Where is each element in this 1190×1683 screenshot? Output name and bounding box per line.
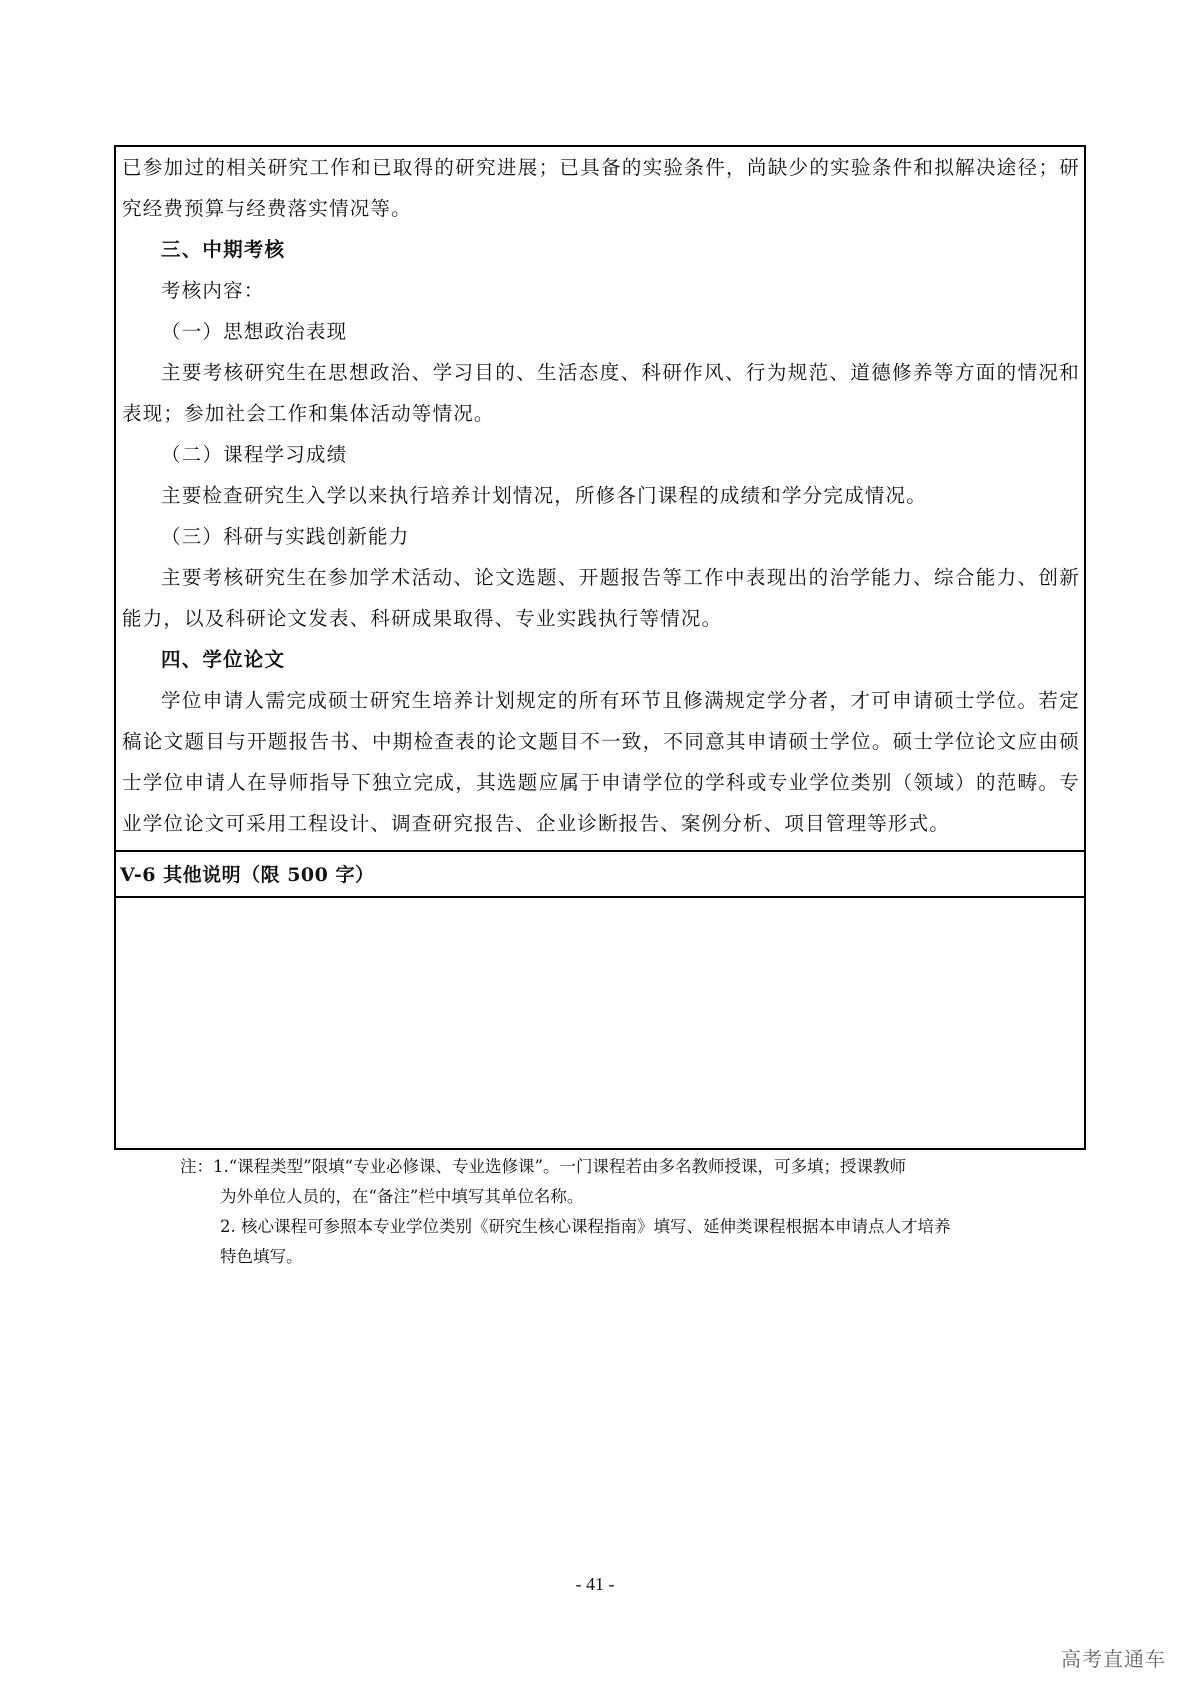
note-1-line-1: 注：1.“课程类型”限填“专业必修课、专业选修课”。一门课程若由多名教师授课，可多填；授课教师 — [180, 1157, 906, 1176]
section-heading: 四、学位论文 — [161, 648, 286, 671]
section-heading: 三、中期考核 — [161, 238, 286, 261]
paragraph: 主要考核研究生在参加学术活动、论文选题、开题报告等工作中表现出的治学能力、综合能力、创新能力，以及科研论文发表、科研成果取得、专业实践执行等情况。 — [122, 566, 1080, 630]
section-title-other-notes: V-6 其他说明（限 500 字） — [116, 850, 1084, 896]
note-2-line-2: 特色填写。 — [220, 1247, 303, 1266]
paragraph: 学位申请人需完成硕士研究生培养计划规定的所有环节且修满规定学分者，才可申请硕士学位。若定稿论文题目与开题报告书、中期检查表的论文题目不一致，不同意其申请硕士学位。硕士学位论文应由硕士学位申请人在导师指导下独立完成，其选题应属于申请学位的学科或专业学位类别（领域）的范畴。专业学位论文可采用工程设计、调查研究报告、企业诊断报告、案例分析、项目管理等形式。 — [122, 689, 1080, 835]
footnotes — [180, 1152, 1040, 1272]
paragraph: （二）课程学习成绩 — [161, 443, 348, 466]
paragraph: （三）科研与实践创新能力 — [161, 525, 410, 548]
watermark-text: 高考直通车 — [1061, 1647, 1166, 1671]
table-cell-training-content — [116, 147, 1084, 850]
paragraph: 已参加过的相关研究工作和已取得的研究进展；已具备的实验条件，尚缺少的实验条件和拟解决途径；研究经费预算与经费落实情况等。 — [122, 156, 1080, 220]
page-number: - 41 - — [575, 1574, 615, 1594]
paragraph: 主要检查研究生入学以来执行培养计划情况，所修各门课程的成绩和学分完成情况。 — [161, 484, 927, 507]
other-notes-content-area — [116, 896, 1084, 1148]
paragraph: 主要考核研究生在思想政治、学习目的、生活态度、科研作风、行为规范、道德修养等方面的情况和表现；参加社会工作和集体活动等情况。 — [122, 361, 1080, 425]
form-table — [114, 145, 1086, 1150]
paragraph: （一）思想政治表现 — [161, 320, 348, 343]
note-1-line-2: 为外单位人员的，在“备注”栏中填写其单位名称。 — [220, 1187, 584, 1206]
note-2-line-1: 2. 核心课程可参照本专业学位类别《研究生核心课程指南》填写、延伸类课程根据本申请点人才培养 — [220, 1217, 951, 1236]
paragraph: 考核内容： — [161, 279, 265, 302]
